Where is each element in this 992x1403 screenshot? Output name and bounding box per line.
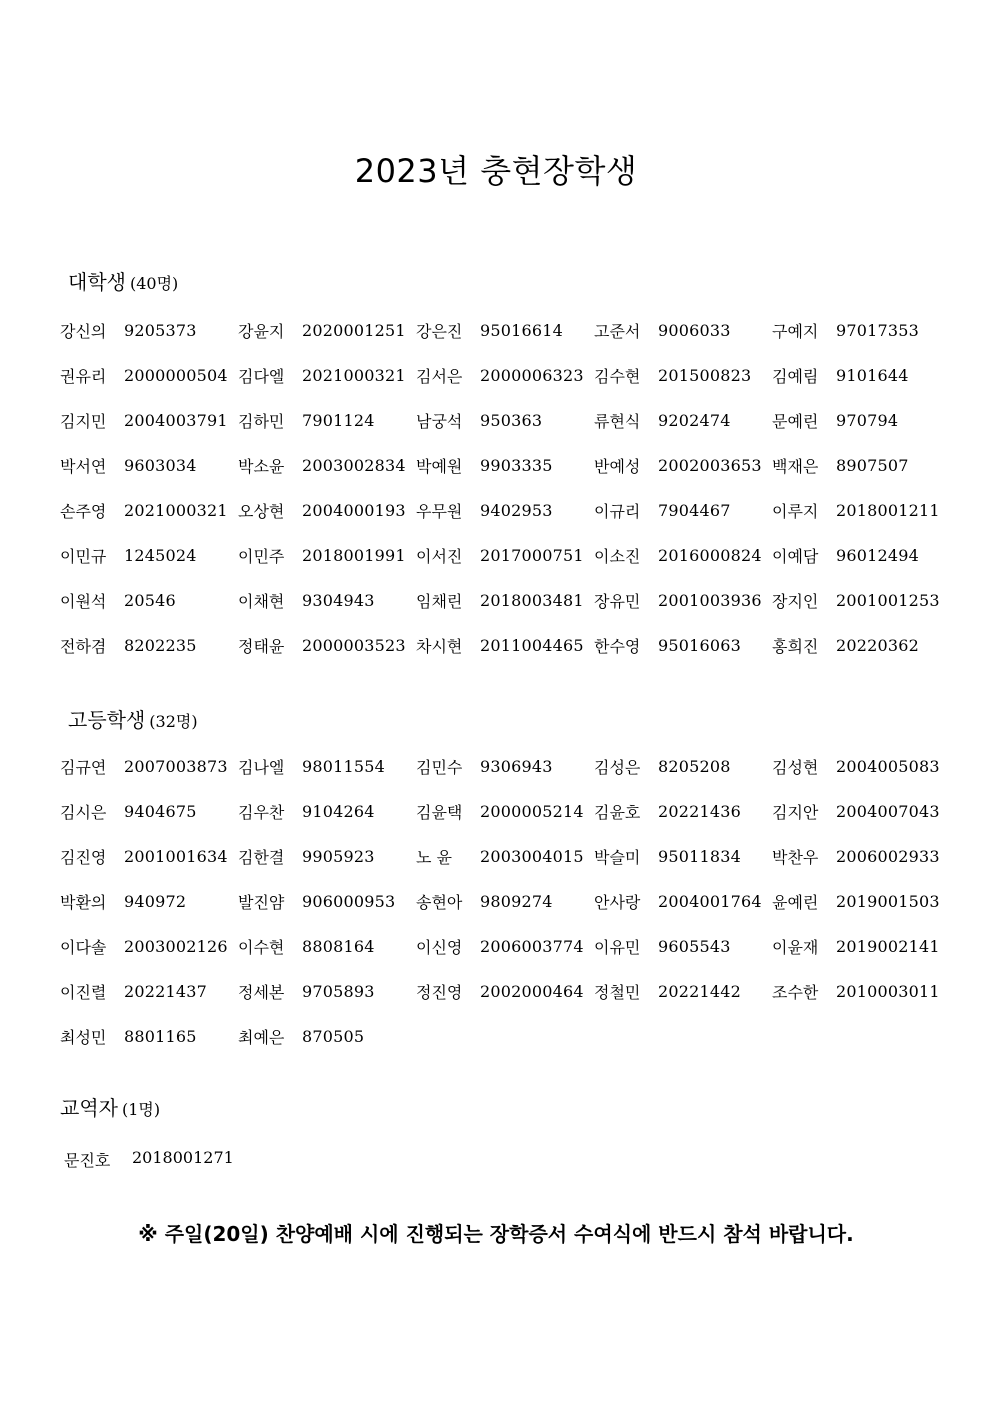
- student-entry: [238, 879, 416, 924]
- student-id: 9006033: [658, 321, 731, 340]
- student-id: 8907507: [836, 456, 909, 475]
- university-section-label: 대학생: [68, 270, 126, 294]
- student-id: 2018001211: [836, 501, 940, 520]
- student-entry: [594, 834, 772, 879]
- student-entry: [238, 834, 416, 879]
- student-name: 정진영: [416, 983, 463, 1002]
- student-name: 이민규: [60, 547, 107, 566]
- student-name: 오상현: [238, 502, 285, 521]
- student-name: 박환의: [60, 893, 107, 912]
- student-id: 8801165: [124, 1027, 197, 1046]
- student-id: 2001001634: [124, 847, 228, 866]
- student-name: 우무원: [416, 502, 463, 521]
- student-id: 2000005214: [480, 802, 584, 821]
- student-entry: [60, 744, 238, 789]
- student-id: 940972: [124, 892, 187, 911]
- student-entry: [60, 308, 238, 353]
- student-name: 류현식: [594, 412, 641, 431]
- student-id: 7904467: [658, 501, 731, 520]
- student-entry: [594, 744, 772, 789]
- student-name: 장지인: [772, 592, 819, 611]
- student-entry: [416, 969, 594, 1014]
- student-id: 8202235: [124, 636, 197, 655]
- student-name: 최성민: [60, 1028, 107, 1047]
- student-id: 2004003791: [124, 411, 228, 430]
- student-entry: [238, 623, 416, 668]
- student-entry: [594, 623, 772, 668]
- student-name: 이채현: [238, 592, 285, 611]
- student-name: 이수현: [238, 938, 285, 957]
- student-name: 윤예린: [772, 893, 819, 912]
- student-id: 2007003873: [124, 757, 228, 776]
- student-entry: [60, 578, 238, 623]
- student-name: 이소진: [594, 547, 641, 566]
- student-entry: [60, 789, 238, 834]
- student-id: 9404675: [124, 802, 197, 821]
- minister-section-count: (1명): [121, 1100, 161, 1119]
- student-entry: [60, 533, 238, 578]
- student-id: 9205373: [124, 321, 197, 340]
- student-entry: [416, 744, 594, 789]
- student-name: 이예담: [772, 547, 819, 566]
- student-id: 9402953: [480, 501, 553, 520]
- student-name: 박서연: [60, 457, 107, 476]
- student-id: 98011554: [302, 757, 386, 776]
- student-id: 9705893: [302, 982, 375, 1001]
- student-entry: [416, 443, 594, 488]
- student-name: 김하민: [238, 412, 285, 431]
- student-id: 2018001991: [302, 546, 406, 565]
- student-id: 9605543: [658, 937, 731, 956]
- student-entry: [416, 578, 594, 623]
- student-entry: [60, 834, 238, 879]
- student-name: 김성현: [772, 758, 819, 777]
- student-name: 김다엘: [238, 367, 285, 386]
- student-name: 강은진: [416, 322, 463, 341]
- student-entry: [60, 879, 238, 924]
- student-entry: [594, 443, 772, 488]
- student-name: 홍희진: [772, 637, 819, 656]
- student-id: 9306943: [480, 757, 553, 776]
- student-name: 한수영: [594, 637, 641, 656]
- student-id: 9809274: [480, 892, 553, 911]
- student-name: 박소윤: [238, 457, 285, 476]
- student-id: 2003002834: [302, 456, 406, 475]
- student-name: 이진렬: [60, 983, 107, 1002]
- student-name: 김윤호: [594, 803, 641, 822]
- student-entry: [772, 834, 950, 879]
- minister-section-heading: [60, 1092, 160, 1121]
- student-entry: [772, 578, 950, 623]
- university-student-list: [60, 308, 960, 668]
- university-section-count: (40명): [129, 274, 179, 293]
- student-entry: [772, 353, 950, 398]
- student-id: 20221437: [124, 982, 208, 1001]
- student-id: 2000003523: [302, 636, 406, 655]
- student-id: 9603034: [124, 456, 197, 475]
- student-id: 95016063: [658, 636, 742, 655]
- student-entry: [60, 398, 238, 443]
- student-id: 2002000464: [480, 982, 584, 1001]
- student-name: 정태윤: [238, 637, 285, 656]
- student-id: 2021000321: [302, 366, 406, 385]
- student-name: 박슬미: [594, 848, 641, 867]
- student-id: 2001001253: [836, 591, 940, 610]
- student-name: 정세본: [238, 983, 285, 1002]
- student-entry: [60, 1014, 238, 1059]
- student-name: 발진얌: [238, 893, 285, 912]
- student-name: 안사랑: [594, 893, 641, 912]
- student-name: 남궁석: [416, 412, 463, 431]
- student-entry: [594, 398, 772, 443]
- student-entry: [238, 1014, 416, 1059]
- student-name: 김서은: [416, 367, 463, 386]
- student-id: 20546: [124, 591, 176, 610]
- student-name: 강신의: [60, 322, 107, 341]
- student-id: 2003004015: [480, 847, 584, 866]
- student-entry: [60, 969, 238, 1014]
- student-name: 이신영: [416, 938, 463, 957]
- student-id: 2017000751: [480, 546, 584, 565]
- student-entry: [416, 879, 594, 924]
- student-name: 김규연: [60, 758, 107, 777]
- student-name: 문진호: [64, 1151, 111, 1170]
- student-name: 장유민: [594, 592, 641, 611]
- student-id: 906000953: [302, 892, 396, 911]
- student-name: 문예린: [772, 412, 819, 431]
- student-id: 2004000193: [302, 501, 406, 520]
- student-name: 박찬우: [772, 848, 819, 867]
- student-entry: [594, 488, 772, 533]
- student-name: 이원석: [60, 592, 107, 611]
- student-id: 96012494: [836, 546, 920, 565]
- student-entry: [238, 789, 416, 834]
- student-entry: [416, 398, 594, 443]
- student-entry: [416, 353, 594, 398]
- student-id: 2018001271: [132, 1148, 234, 1167]
- student-id: 20221442: [658, 982, 742, 1001]
- student-name: 차시현: [416, 637, 463, 656]
- student-name: 손주영: [60, 502, 107, 521]
- student-id: 9101644: [836, 366, 909, 385]
- student-id: 2004007043: [836, 802, 940, 821]
- ceremony-notice: ※ 주일(20일) 찬양예배 시에 진행되는 장학증서 수여식에 반드시 참석 바랍니다.: [138, 1222, 854, 1246]
- student-id: 950363: [480, 411, 543, 430]
- student-entry: [416, 924, 594, 969]
- highschool-student-list: [60, 744, 960, 1059]
- student-name: 구예지: [772, 322, 819, 341]
- student-id: 2020001251: [302, 321, 406, 340]
- student-name: 김나엘: [238, 758, 285, 777]
- student-id: 7901124: [302, 411, 375, 430]
- student-entry: [772, 623, 950, 668]
- university-section-heading: [68, 266, 178, 295]
- student-entry: [772, 308, 950, 353]
- student-entry: [594, 789, 772, 834]
- student-id: 2002003653: [658, 456, 762, 475]
- student-name: 김진영: [60, 848, 107, 867]
- highschool-section-heading: [68, 704, 198, 733]
- student-name: 이윤재: [772, 938, 819, 957]
- student-entry: [594, 879, 772, 924]
- student-name: 김수현: [594, 367, 641, 386]
- student-entry: [772, 789, 950, 834]
- student-name: 김우찬: [238, 803, 285, 822]
- student-name: 이루지: [772, 502, 819, 521]
- student-entry: [238, 353, 416, 398]
- student-name: 이다솔: [60, 938, 107, 957]
- student-name: 백재은: [772, 457, 819, 476]
- student-id: 2010003011: [836, 982, 940, 1001]
- student-entry: [594, 969, 772, 1014]
- student-id: 2004005083: [836, 757, 940, 776]
- student-name: 이유민: [594, 938, 641, 957]
- student-entry: [416, 623, 594, 668]
- student-id: 2004001764: [658, 892, 762, 911]
- student-entry: [772, 443, 950, 488]
- student-entry: [594, 353, 772, 398]
- student-id: 2019002141: [836, 937, 940, 956]
- student-entry: [238, 924, 416, 969]
- student-entry: [416, 789, 594, 834]
- student-entry: [60, 353, 238, 398]
- student-id: 2006002933: [836, 847, 940, 866]
- highschool-section-count: (32명): [149, 712, 198, 731]
- student-entry: [416, 488, 594, 533]
- student-id: 97017353: [836, 321, 920, 340]
- student-entry: [416, 834, 594, 879]
- student-id: 870505: [302, 1027, 365, 1046]
- student-name: 고준서: [594, 322, 641, 341]
- student-entry: [594, 924, 772, 969]
- student-entry: [772, 744, 950, 789]
- student-name: 반예성: [594, 457, 641, 476]
- student-entry: [772, 398, 950, 443]
- student-entry: [238, 578, 416, 623]
- student-id: 9905923: [302, 847, 375, 866]
- student-id: 2000000504: [124, 366, 228, 385]
- student-entry: [60, 924, 238, 969]
- student-entry: [416, 533, 594, 578]
- student-entry: [772, 533, 950, 578]
- student-name: 김윤택: [416, 803, 463, 822]
- student-id: 20221436: [658, 802, 742, 821]
- student-id: 2019001503: [836, 892, 940, 911]
- student-id: 2016000824: [658, 546, 762, 565]
- student-name: 이규리: [594, 502, 641, 521]
- student-name: 송현아: [416, 893, 463, 912]
- student-entry: [416, 308, 594, 353]
- student-entry: [60, 623, 238, 668]
- student-entry: [772, 488, 950, 533]
- student-entry: [60, 488, 238, 533]
- student-id: 2021000321: [124, 501, 228, 520]
- student-id: 95016614: [480, 321, 564, 340]
- student-name: 권유리: [60, 367, 107, 386]
- student-name: 최예은: [238, 1028, 285, 1047]
- student-name: 김민수: [416, 758, 463, 777]
- highschool-section-label: 고등학생: [68, 708, 146, 732]
- student-id: 20220362: [836, 636, 920, 655]
- student-entry: [238, 488, 416, 533]
- student-entry: [238, 533, 416, 578]
- student-id: 2001003936: [658, 591, 762, 610]
- student-entry: [238, 308, 416, 353]
- minister-section-label: 교역자: [60, 1096, 118, 1120]
- student-id: 9202474: [658, 411, 731, 430]
- student-id: 970794: [836, 411, 899, 430]
- student-name: 이서진: [416, 547, 463, 566]
- student-id: 2003002126: [124, 937, 228, 956]
- student-id: 9104264: [302, 802, 375, 821]
- student-id: 95011834: [658, 847, 742, 866]
- student-id: 201500823: [658, 366, 752, 385]
- student-entry: [238, 398, 416, 443]
- student-name: 전하겸: [60, 637, 107, 656]
- student-name: 임채린: [416, 592, 463, 611]
- student-entry: [594, 533, 772, 578]
- student-id: 8808164: [302, 937, 375, 956]
- student-entry: [594, 578, 772, 623]
- student-id: 9304943: [302, 591, 375, 610]
- student-entry: [772, 879, 950, 924]
- student-entry: [594, 308, 772, 353]
- student-entry: [772, 969, 950, 1014]
- student-entry: [238, 744, 416, 789]
- student-name: 노 윤: [416, 848, 452, 867]
- student-name: 강윤지: [238, 322, 285, 341]
- student-name: 김지안: [772, 803, 819, 822]
- student-id: 2018003481: [480, 591, 584, 610]
- student-name: 김한결: [238, 848, 285, 867]
- student-id: 2000006323: [480, 366, 584, 385]
- student-id: 1245024: [124, 546, 197, 565]
- student-id: 2006003774: [480, 937, 584, 956]
- student-name: 김예림: [772, 367, 819, 386]
- page-title: 2023년 충현장학생: [354, 152, 638, 190]
- student-id: 9903335: [480, 456, 553, 475]
- student-name: 김시은: [60, 803, 107, 822]
- student-name: 조수한: [772, 983, 819, 1002]
- student-entry: [772, 924, 950, 969]
- student-entry: [238, 443, 416, 488]
- student-name: 이민주: [238, 547, 285, 566]
- student-name: 정철민: [594, 983, 641, 1002]
- student-name: 박예원: [416, 457, 463, 476]
- student-entry: [60, 443, 238, 488]
- student-id: 2011004465: [480, 636, 584, 655]
- student-entry: [238, 969, 416, 1014]
- student-name: 김지민: [60, 412, 107, 431]
- minister-entry: [64, 1148, 234, 1171]
- student-name: 김성은: [594, 758, 641, 777]
- student-id: 8205208: [658, 757, 731, 776]
